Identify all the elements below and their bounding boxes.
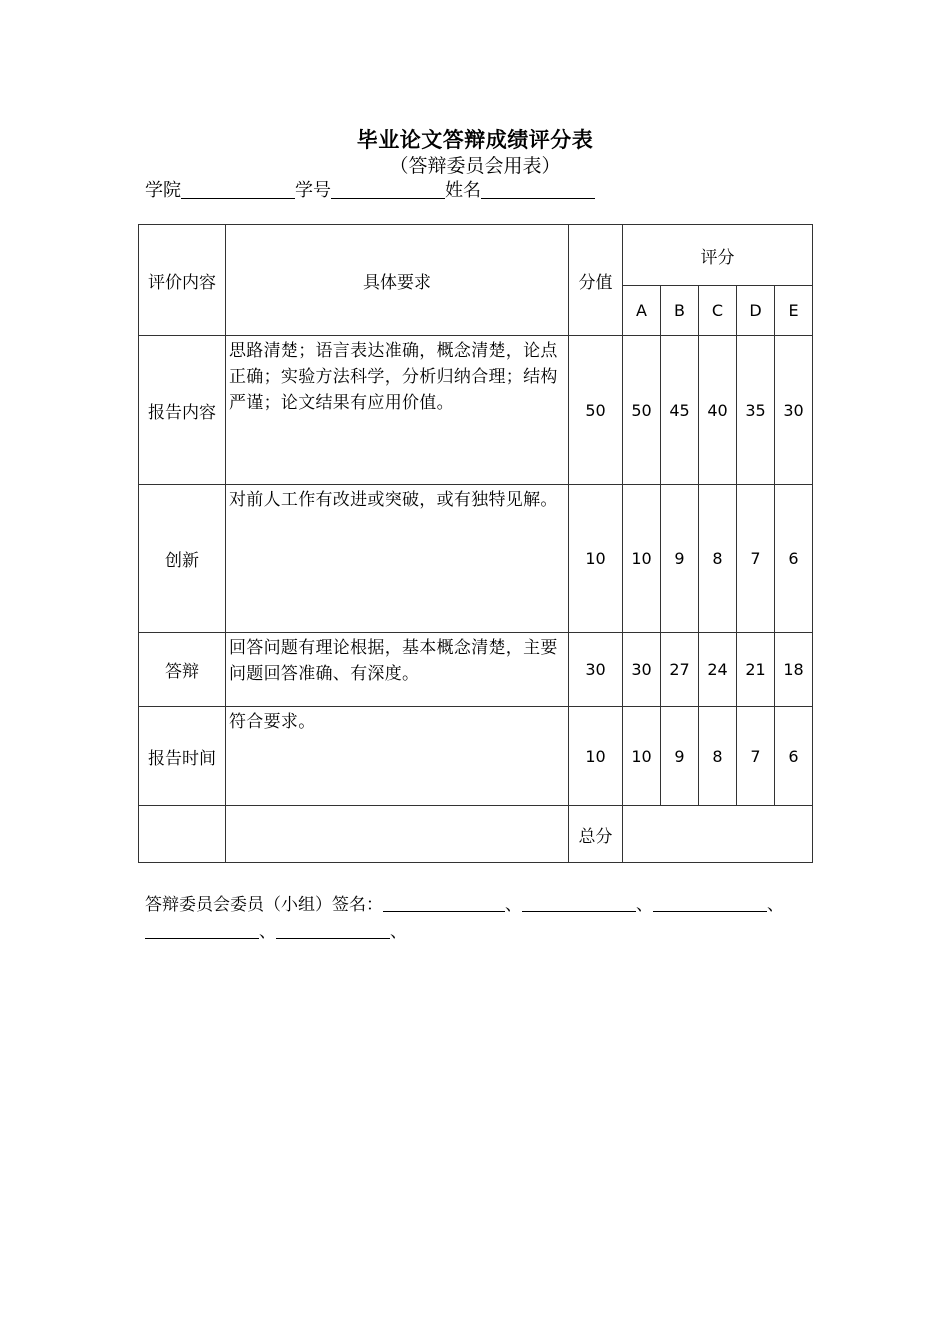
row-grade-d: 35 — [737, 336, 775, 485]
total-row — [139, 806, 813, 863]
row-grade-b: 9 — [661, 707, 699, 806]
row-grade-b: 45 — [661, 336, 699, 485]
signature-separator: 、 — [767, 895, 784, 915]
college-blank[interactable] — [181, 180, 295, 199]
row-grade-a: 10 — [623, 485, 661, 633]
college-label: 学院 — [145, 180, 181, 201]
row-grade-e: 6 — [775, 707, 813, 806]
signature-label: 答辩委员会委员（小组）签名： — [145, 895, 383, 915]
row-grade-a: 50 — [623, 336, 661, 485]
total-empty-cell — [139, 806, 226, 863]
name-label: 姓名 — [445, 180, 481, 201]
row-requirement: 回答问题有理论根据，基本概念清楚，主要问题回答准确、有深度。 — [226, 633, 569, 707]
row-value: 50 — [569, 336, 623, 485]
header-content: 评价内容 — [139, 225, 226, 336]
student-id-label: 学号 — [295, 180, 331, 201]
row-item: 创新 — [139, 485, 226, 633]
grade-header-c: C — [699, 286, 737, 336]
table-row — [139, 707, 813, 806]
signature-blank-1[interactable] — [383, 895, 505, 912]
row-grade-d: 7 — [737, 707, 775, 806]
row-grade-d: 7 — [737, 485, 775, 633]
signature-separator: 、 — [636, 895, 653, 915]
document-title: 毕业论文答辩成绩评分表 — [356, 128, 594, 152]
header-score-value: 分值 — [569, 225, 623, 336]
signature-line-2 — [145, 917, 407, 942]
row-grade-a: 30 — [623, 633, 661, 707]
row-grade-b: 9 — [661, 485, 699, 633]
header-row — [139, 225, 813, 286]
signature-blank-4[interactable] — [145, 922, 259, 939]
signature-blank-3[interactable] — [653, 895, 767, 912]
table-row — [139, 633, 813, 707]
row-grade-c: 8 — [699, 485, 737, 633]
row-item: 答辩 — [139, 633, 226, 707]
row-grade-c: 40 — [699, 336, 737, 485]
name-blank[interactable] — [481, 180, 595, 199]
row-requirement: 符合要求。 — [226, 707, 569, 806]
student-id-blank[interactable] — [331, 180, 445, 199]
total-empty-requirement — [226, 806, 569, 863]
total-score-cell[interactable] — [623, 806, 813, 863]
header-grading: 评分 — [623, 225, 813, 286]
signature-blank-2[interactable] — [522, 895, 636, 912]
row-grade-a: 10 — [623, 707, 661, 806]
row-value: 10 — [569, 707, 623, 806]
row-grade-e: 30 — [775, 336, 813, 485]
signature-separator: 、 — [259, 922, 276, 942]
row-requirement: 思路清楚；语言表达准确，概念清楚，论点正确；实验方法科学，分析归纳合理；结构严谨；论文结果有应用价值。 — [226, 336, 569, 485]
row-value: 30 — [569, 633, 623, 707]
table-row — [139, 485, 813, 633]
signature-separator: 、 — [505, 895, 522, 915]
row-grade-e: 6 — [775, 485, 813, 633]
row-requirement: 对前人工作有改进或突破，或有独特见解。 — [226, 485, 569, 633]
row-grade-d: 21 — [737, 633, 775, 707]
row-grade-b: 27 — [661, 633, 699, 707]
signature-blank-5[interactable] — [276, 922, 390, 939]
row-item: 报告时间 — [139, 707, 226, 806]
table-row — [139, 336, 813, 485]
score-table — [138, 224, 813, 863]
student-info-line — [145, 176, 595, 202]
row-item: 报告内容 — [139, 336, 226, 485]
row-grade-c: 8 — [699, 707, 737, 806]
header-requirement: 具体要求 — [226, 225, 569, 336]
grade-header-d: D — [737, 286, 775, 336]
row-grade-e: 18 — [775, 633, 813, 707]
signature-line-1 — [145, 890, 784, 915]
row-value: 10 — [569, 485, 623, 633]
grade-header-e: E — [775, 286, 813, 336]
grade-header-a: A — [623, 286, 661, 336]
document-subtitle: （答辩委员会用表） — [389, 155, 561, 177]
grade-header-b: B — [661, 286, 699, 336]
signature-separator: 、 — [390, 922, 407, 942]
total-label: 总分 — [569, 806, 623, 863]
row-grade-c: 24 — [699, 633, 737, 707]
